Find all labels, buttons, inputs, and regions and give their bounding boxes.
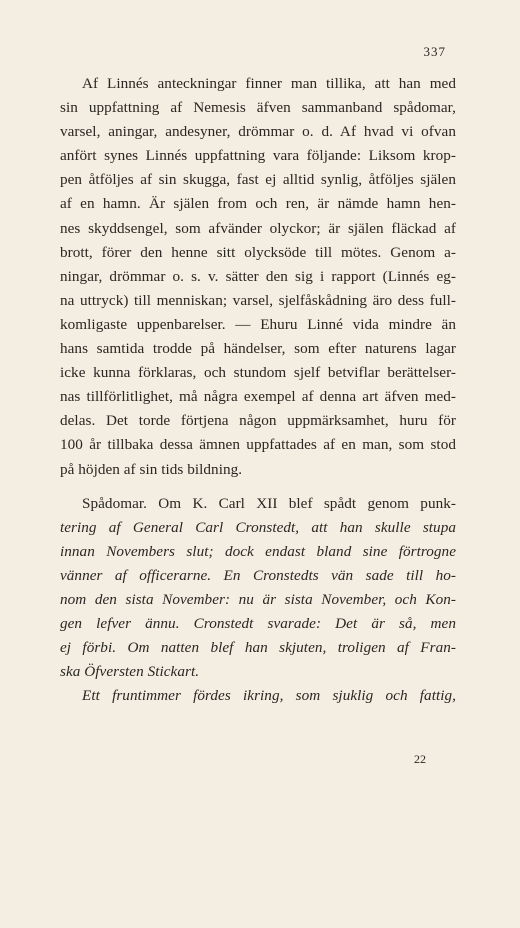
text-line: ska Öfversten Stickart. — [60, 663, 200, 681]
text-line: ej förbi. Om natten blef han skjuten, troligen af Fran- — [60, 639, 456, 657]
page-number: 337 — [423, 44, 446, 59]
text-line: gen lefver ännu. Cronstedt svarade: Det är så, men — [60, 615, 456, 633]
text-line: Ett fruntimmer fördes ikring, som sjuklig och fattig, — [82, 687, 456, 705]
text-line: tering af General Carl Cronstedt, att han skulle stupa — [60, 518, 456, 536]
text-line: na uttryck) till menniskan; varsel, sjelfåskådning äro dess full- — [60, 291, 456, 309]
body-text — [60, 72, 456, 708]
text-line: hans samtida trodde på händelser, som efter naturens lagar — [60, 340, 456, 358]
signature-mark: 22 — [414, 752, 426, 766]
text-line: af en hamn. Är själen from och ren, är nämde hamn hen- — [60, 195, 456, 213]
text-line: varsel, aningar, andesyner, drömmar o. d. Af hvad vi ofvan — [60, 123, 456, 141]
text-line: innan Novembers slut; dock endast bland sine förtrogne — [60, 542, 456, 560]
text-line: anfört synes Linnés uppfattning vara följande: Liksom krop- — [60, 147, 456, 165]
text-line: 100 år tillbaka dessa ämnen uppfattades af en man, som stod — [60, 436, 456, 454]
text-line: nom den sista November: nu är sista November, och Kon- — [60, 590, 456, 608]
text-line: på höjden af sin tids bildning. — [60, 460, 243, 478]
text-line: sin uppfattning af Nemesis äfven sammanband spådomar, — [60, 99, 456, 117]
paragraph-gap — [60, 482, 456, 492]
text-line: Af Linnés anteckningar finner man tillika, att han med — [82, 75, 456, 92]
text-line: vänner af officerarne. En Cronstedts vän sade till ho- — [60, 566, 456, 584]
text-line: icke kunna förklaras, och stundom sjelf betviflar berättelser- — [60, 364, 456, 382]
text-line: brott, förer den henne sitt olycksöde till mötes. Genom a- — [60, 243, 456, 261]
text-line: nes skyddsengel, som afvänder olyckor; är själen fläckad af — [60, 219, 456, 237]
text-line: nas tillförlitlighet, må några exempel af denna art äfven med- — [60, 388, 456, 406]
text-line: delas. Det torde förtjena någon uppmärksamhet, huru för — [60, 412, 456, 430]
text-line: komligaste uppenbarelser. — Ehuru Linné vida mindre än — [60, 315, 456, 333]
text-line: ningar, drömmar o. s. v. sätter den sig i rapport (Linnés eg- — [60, 267, 456, 285]
text-line: Spådomar. Om K. Carl XII blef spådt genom punk- — [82, 494, 456, 512]
text-line: pen åtföljes af sin skugga, fast ej alltid synlig, åtföljes själen — [60, 171, 456, 189]
